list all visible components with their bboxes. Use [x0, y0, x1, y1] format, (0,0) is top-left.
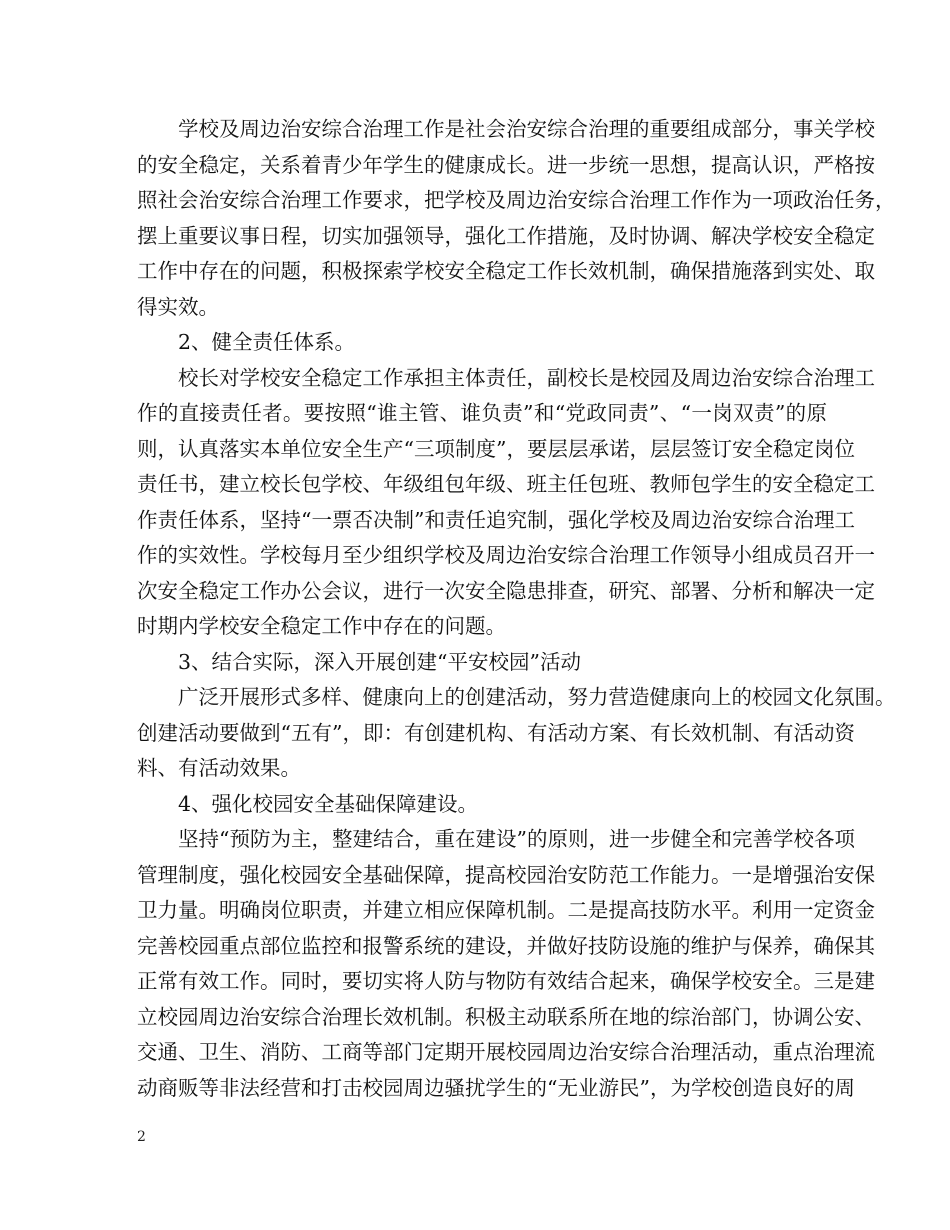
text-line: 4、强化校园安全基础保障建设。 [178, 791, 479, 816]
text-line: 广泛开展形式多样、健康向上的创建活动，努力营造健康向上的校园文化氛围。 [178, 685, 896, 709]
text-line: 的安全稳定，关系着青少年学生的健康成长。进一步统一思想，提高认识，严格按 [137, 152, 875, 177]
text-line: 工作中存在的问题，积极探索学校安全稳定工作长效机制，确保措施落到实处、取 [137, 259, 875, 283]
text-line: 完善校园重点部位监控和报警系统的建设，并做好技防设施的维护与保养，确保其 [137, 933, 875, 958]
text-line: 卫力量。明确岗位职责，并建立相应保障机制。二是提高技防水平。利用一定资金 [137, 898, 875, 922]
text-line: 料、有活动效果。 [137, 756, 301, 780]
text-line: 动商贩等非法经营和打击校园周边骚扰学生的“无业游民”，为学校创造良好的周 [137, 1075, 855, 1100]
text-line: 时期内学校安全稳定工作中存在的问题。 [137, 614, 506, 638]
text-line: 2、健全责任体系。 [178, 330, 356, 354]
text-line: 创建活动要做到“五有”，即：有创建机构、有活动方案、有长效机制、有活动资 [137, 720, 855, 745]
text-line: 立校园周边治安综合治理长效机制。积极主动联系所在地的综治部门，协调公安、 [137, 1004, 875, 1029]
text-line: 管理制度，强化校园安全基础保障，提高校园治安防范工作能力。一是增强治安保 [137, 862, 875, 887]
text-line: 学校及周边治安综合治理工作是社会治安综合治理的重要组成部分，事关学校 [178, 117, 875, 141]
text-line: 3、结合实际，深入开展创建“平安校园”活动 [178, 649, 582, 674]
text-line: 照社会治安综合治理工作要求，把学校及周边治安综合治理工作作为一项政治任务， [137, 188, 896, 212]
text-line: 摆上重要议事日程，切实加强领导，强化工作措施，及时协调、解决学校安全稳定 [137, 223, 875, 248]
page-number: 2 [137, 1129, 146, 1145]
text-line: 得实效。 [137, 294, 219, 319]
text-line: 责任书，建立校长包学校、年级组包年级、班主任包班、教师包学生的安全稳定工 [137, 472, 875, 496]
text-line: 校长对学校安全稳定工作承担主体责任，副校长是校园及周边治安综合治理工 [178, 365, 875, 390]
text-line: 交通、卫生、消防、工商等部门定期开展校园周边治安综合治理活动，重点治理流 [137, 1040, 875, 1064]
text-line: 作的实效性。学校每月至少组织学校及周边治安综合治理工作领导小组成员召开一 [137, 543, 875, 567]
text-line: 作责任体系，坚持“一票否决制”和责任追究制，强化学校及周边治安综合治理工 [137, 507, 855, 532]
text-line: 作的直接责任者。要按照“谁主管、谁负责”和“党政同责”、“一岗双责”的原 [137, 401, 827, 425]
text-line: 次安全稳定工作办公会议，进行一次安全隐患排查，研究、部署、分析和解决一定 [137, 578, 875, 603]
text-line: 正常有效工作。同时，要切实将人防与物防有效结合起来，确保学校安全。三是建 [137, 969, 875, 993]
text-line: 坚持“预防为主，整建结合，重在建设”的原则，进一步健全和完善学校各项 [178, 827, 855, 851]
text-line: 则，认真落实本单位安全生产“三项制度”，要层层承诺，层层签订安全稳定岗位 [137, 436, 855, 461]
